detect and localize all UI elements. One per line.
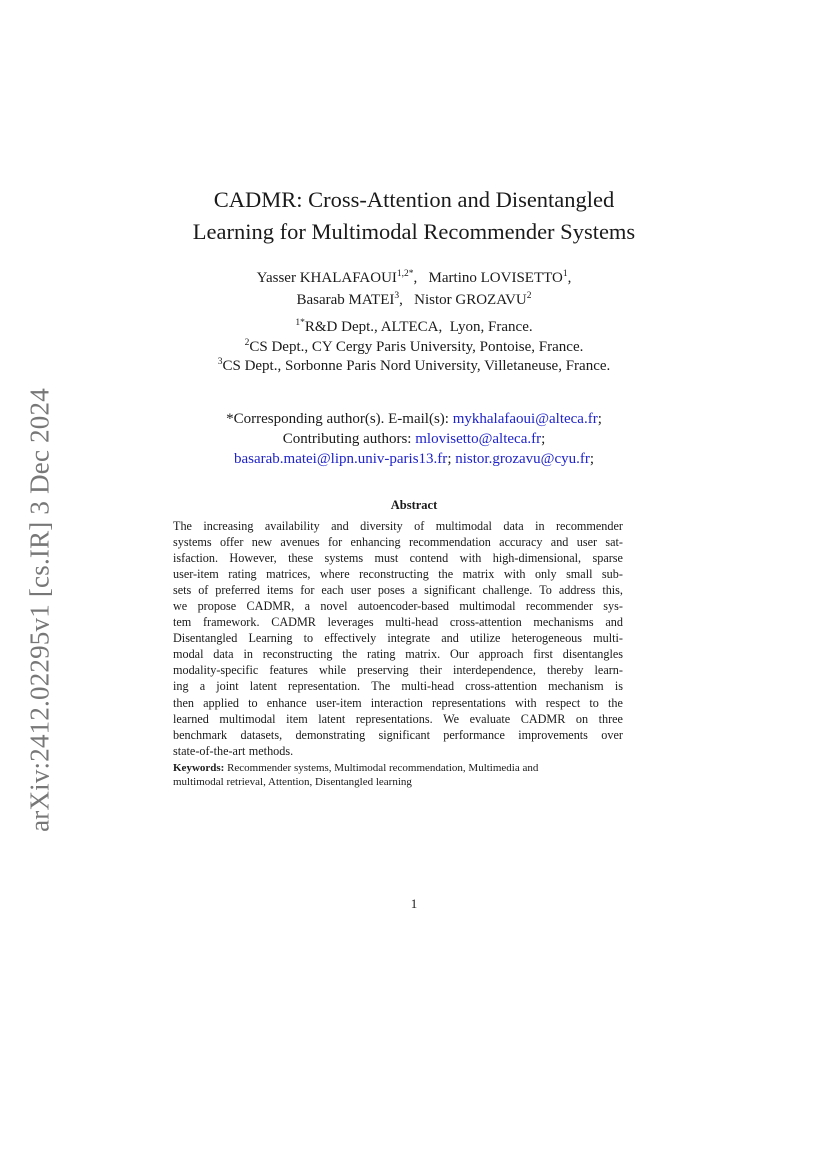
abstract-word: with: [459, 551, 482, 566]
abstract-word: the: [438, 567, 454, 582]
abstract-word: matrix: [462, 567, 495, 582]
abstract-word: representation.: [288, 679, 361, 694]
affiliation-mark: 2: [244, 337, 250, 348]
abstract-word: preserving: [357, 663, 409, 678]
abstract-word: while: [318, 663, 347, 678]
abstract-word: CADMR: [520, 711, 566, 726]
abstract-word: However,: [229, 551, 277, 566]
abstract-word: recommendation: [408, 535, 491, 550]
abstract-word: mechanism: [548, 679, 604, 694]
arxiv-identifier[interactable]: arXiv:2412.02295v1 [cs.IR] 3 Dec 2024: [24, 388, 55, 832]
affiliation-text: CS Dept., Sorbonne Paris Nord University, Villetaneuse, France.: [222, 358, 611, 374]
abstract-word: matrix.: [405, 647, 441, 662]
abstract-word: propose: [197, 599, 237, 614]
author-name: Basarab MATEI: [296, 292, 395, 308]
abstract-word: sub-: [601, 567, 623, 582]
abstract-word: user-item: [315, 695, 362, 710]
abstract-word: item: [286, 711, 308, 726]
abstract-word: We: [443, 711, 460, 726]
abstract-word: applied: [203, 695, 239, 710]
abstract-word: modal: [173, 647, 204, 662]
abstract-word: sys-: [603, 599, 623, 614]
abstract-word: representations: [432, 695, 506, 710]
abstract-word: is: [614, 679, 623, 694]
abstract-line: [173, 695, 623, 711]
abstract-word: preferred: [215, 583, 260, 598]
abstract-word: leverages: [327, 615, 374, 630]
abstract-word: to: [303, 631, 314, 646]
abstract-line: [173, 534, 623, 550]
abstract-word: thereby: [546, 663, 584, 678]
abstract-word: improvements: [518, 727, 588, 742]
abstract-word: then: [173, 695, 194, 710]
abstract-word: each: [321, 583, 344, 598]
author-affiliation-mark: 1,2*: [396, 269, 414, 279]
abstract-word: latent: [318, 711, 346, 726]
abstract-word: isfaction.: [173, 551, 219, 566]
abstract-line: [173, 630, 623, 646]
abstract-word: integrate: [387, 631, 431, 646]
abstract-word: To: [539, 583, 552, 598]
abstract-word: enhance: [266, 695, 307, 710]
abstract-word: multi-head: [385, 615, 439, 630]
contact-block: [0, 409, 828, 469]
abstract-word: The: [371, 679, 391, 694]
abstract-word: new: [251, 535, 273, 550]
abstract-word: multimodal: [459, 599, 516, 614]
abstract-word: interdependence,: [452, 663, 536, 678]
abstract-word: features: [269, 663, 308, 678]
abstract-word: for: [300, 583, 315, 598]
abstract-word: with: [503, 567, 526, 582]
affiliation-mark: 3: [217, 357, 223, 367]
abstract-word: learn-: [594, 663, 623, 678]
abstract-word: Disentangled: [173, 631, 238, 646]
abstract-word: a: [199, 679, 206, 694]
abstract-word: respect: [545, 695, 581, 710]
abstract-word: and: [550, 535, 569, 550]
author-affiliation-mark: 3: [394, 291, 400, 301]
abstract-word: approach: [478, 647, 524, 662]
abstract-word: in: [535, 519, 545, 533]
email-separator: ;: [597, 411, 602, 427]
abstract-body: [173, 518, 623, 759]
abstract-word: of: [414, 519, 425, 533]
abstract-word: accuracy: [499, 535, 543, 550]
abstract-word: only: [534, 567, 557, 582]
abstract-word: a: [411, 583, 418, 598]
abstract-word: for: [327, 535, 343, 550]
affiliation-text: R&D Dept., ALTECA, Lyon, France.: [304, 319, 533, 335]
abstract-word: the: [608, 695, 623, 710]
abstract-word: their: [419, 663, 442, 678]
abstract-word: heterogeneous: [511, 631, 582, 646]
abstract-word: the: [342, 647, 358, 662]
abstract-word: disentangles: [562, 647, 623, 662]
abstract-word: recommender: [525, 599, 593, 614]
abstract-line: [173, 646, 623, 662]
keywords-label: Keywords:: [173, 762, 225, 774]
author-separator: ,: [567, 270, 572, 286]
abstract-word: joint: [216, 679, 239, 694]
abstract-word: contend: [409, 551, 449, 566]
abstract-word: significant: [378, 727, 430, 742]
affiliation-item: [0, 357, 828, 377]
abstract-line: [173, 518, 623, 534]
abstract-word: novel: [320, 599, 348, 614]
abstract-word: systems: [324, 551, 364, 566]
abstract-word: user: [576, 535, 598, 550]
abstract-word: availability: [264, 519, 320, 533]
abstract-word: with: [514, 695, 537, 710]
abstract-word: learned: [173, 711, 209, 726]
email-link[interactable]: nistor.grozavu@cyu.fr: [455, 451, 590, 467]
abstract-word: ing: [173, 679, 189, 694]
abstract-word: first: [533, 647, 553, 662]
author-line-2: [0, 289, 828, 311]
abstract-line: [173, 582, 623, 598]
abstract-word: and: [605, 615, 623, 630]
abstract-word: user: [350, 583, 371, 598]
contributing-label: Contributing authors:: [282, 431, 416, 447]
abstract-word: sets: [173, 583, 192, 598]
abstract-word: The: [173, 519, 192, 533]
abstract-word: in: [243, 647, 253, 662]
affiliation-text: CS Dept., CY Cergy Paris University, Pontoise, France.: [249, 338, 584, 355]
author-affiliation-mark: 2: [526, 291, 532, 301]
email-separator: ;: [447, 451, 452, 467]
abstract-line: [173, 614, 623, 630]
page-number: 1: [410, 896, 418, 911]
abstract-word: increasing: [203, 519, 254, 533]
author-name: Yasser KHALAFAOUI: [256, 270, 397, 286]
abstract-word: matrices,: [266, 567, 311, 582]
abstract-word: evaluate: [469, 711, 511, 726]
email-link[interactable]: mlovisetto@alteca.fr: [415, 431, 542, 447]
abstract-word: benchmark: [173, 727, 228, 742]
abstract-word: modality-specific: [173, 663, 259, 678]
abstract-word: challenge.: [482, 583, 533, 598]
abstract-word: to: [248, 695, 258, 710]
abstract-word: poses: [377, 583, 405, 598]
abstract-word: reconstructing: [359, 567, 429, 582]
abstract-word: these: [288, 551, 314, 566]
affiliation-mark: 1*: [295, 318, 305, 328]
abstract-word: datasets,: [240, 727, 283, 742]
corresponding-label: *Corresponding author(s). E-mail(s):: [226, 411, 453, 427]
abstract-word: tem: [173, 615, 192, 630]
abstract-word: this,: [602, 583, 623, 598]
abstract-word: latent: [249, 679, 277, 694]
email-link[interactable]: basarab.matei@lipn.univ-paris13.fr: [233, 451, 448, 467]
abstract-line: [173, 743, 623, 759]
abstract-word: mechanisms: [533, 615, 594, 630]
abstract-word: demonstrating: [295, 727, 366, 742]
abstract-word: CADMR,: [246, 599, 295, 614]
email-separator: ;: [589, 451, 595, 467]
abstract-word: recommender: [555, 519, 623, 533]
keywords-line-2: multimodal retrieval, Attention, Disentangled learning: [173, 776, 412, 788]
author-line-1: [0, 267, 828, 289]
abstract-word: items: [266, 583, 294, 598]
affiliation-item: [0, 338, 828, 358]
abstract-word: a: [304, 599, 311, 614]
author-name: Martino LOVISETTO: [428, 270, 563, 286]
abstract-word: rating: [367, 647, 396, 662]
abstract-word: cross-attention: [465, 679, 538, 694]
author-separator: ,: [399, 292, 411, 308]
abstract-word: CADMR: [271, 615, 316, 630]
abstract-word: of: [198, 583, 209, 598]
contributing-emails-line: [0, 449, 828, 469]
abstract-word: offer: [219, 535, 244, 550]
abstract-word: multi-head: [401, 679, 455, 694]
abstract-word: Learning: [248, 631, 293, 646]
keywords-text: Recommender systems, Multimodal recommendation, Multimedia and: [224, 762, 539, 774]
abstract-word: Our: [449, 647, 469, 662]
abstract-word: data: [503, 519, 524, 533]
abstract-word: address: [558, 583, 596, 598]
abstract-word: user-item: [173, 567, 219, 582]
abstract-word: avenues: [280, 535, 320, 550]
abstract-word: over: [601, 727, 623, 742]
keywords-line-1: [173, 761, 623, 775]
email-link[interactable]: mykhalafaoui@alteca.fr: [452, 411, 598, 427]
abstract-line: [173, 550, 623, 566]
abstract-word: framework.: [203, 615, 260, 630]
abstract-word: multimodal: [219, 711, 276, 726]
abstract-line: [173, 662, 623, 678]
author-name: Nistor GROZAVU: [414, 292, 527, 308]
abstract-word: we: [173, 599, 188, 614]
abstract-word: representations.: [355, 711, 433, 726]
contributing-authors-line: [0, 429, 828, 449]
abstract-word: rating: [228, 567, 257, 582]
abstract-word: high-dimensional,: [492, 551, 582, 566]
abstract-line: [173, 727, 623, 743]
abstract-word: sat-: [605, 535, 623, 550]
abstract-word: effectively: [324, 631, 377, 646]
abstract-word: enhancing: [350, 535, 401, 550]
abstract-word: where: [319, 567, 350, 582]
abstract-word: sparse: [592, 551, 623, 566]
keywords-block: [173, 761, 623, 789]
abstract-word: and: [441, 631, 459, 646]
abstract-word: significant: [424, 583, 476, 598]
title-line-1: CADMR: Cross-Attention and Disentangled: [213, 187, 615, 212]
author-list: [0, 267, 828, 311]
abstract-word: performance: [443, 727, 505, 742]
abstract-word: multi-: [593, 631, 623, 646]
abstract-word: on: [575, 711, 589, 726]
abstract-word: state-of-the-art: [173, 743, 246, 758]
author-separator: ,: [413, 270, 425, 286]
author-affiliation-mark: 1: [562, 269, 568, 279]
abstract-word: multimodal: [435, 519, 492, 533]
abstract-word: autoencoder-based: [357, 599, 449, 614]
abstract-line: [173, 711, 623, 727]
affiliation-item: [0, 318, 828, 338]
abstract-word: utilize: [469, 631, 501, 646]
abstract-word: interaction: [370, 695, 423, 710]
affiliation-list: [0, 318, 828, 377]
corresponding-author-line: [0, 409, 828, 429]
abstract-word: diversity: [360, 519, 403, 533]
title-line-2: Learning for Multimodal Recommender Systems: [192, 219, 636, 244]
abstract-word: three: [598, 711, 623, 726]
abstract-word: methods.: [248, 743, 294, 758]
abstract-line: [173, 678, 623, 694]
abstract-word: cross-attention: [449, 615, 522, 630]
abstract-word: data: [213, 647, 234, 662]
abstract-line: [173, 598, 623, 614]
email-separator: ;: [541, 431, 546, 447]
abstract-word: reconstructing: [262, 647, 333, 662]
abstract-word: must: [374, 551, 399, 566]
abstract-heading: Abstract: [390, 498, 438, 512]
abstract-word: systems: [173, 535, 212, 550]
abstract-line: [173, 566, 623, 582]
abstract-word: and: [331, 519, 349, 533]
abstract-word: to: [589, 695, 599, 710]
paper-title: [0, 184, 828, 248]
abstract-word: small: [566, 567, 593, 582]
